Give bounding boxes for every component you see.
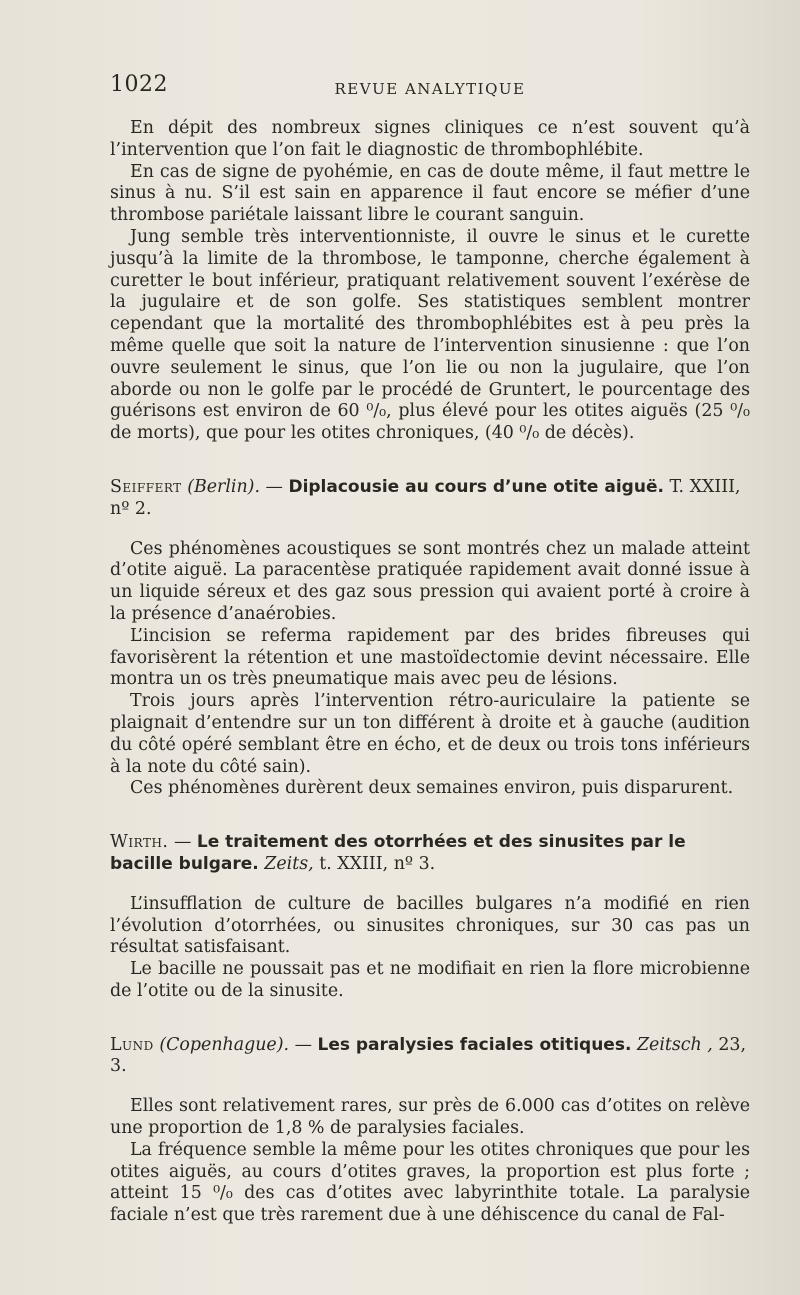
entry-author: Wirth.	[110, 832, 169, 853]
entry-author: Lund	[110, 1034, 154, 1055]
page-body	[110, 118, 750, 1227]
paragraph: Jung semble très interventionniste, il ouvre le sinus et le curette jusqu’à la limite de la thrombose, le tamponne, cherche également à curetter le bout inférieur, pratiquant relativement souvent l’exérèse de la jugulaire et de son golfe. Ses statistiques semblent montrer cependant que la mortalité des thrombophlébites est à peu près la même quelle que soit la nature de l’intervention sinusienne : que l’on ouvre seulement le sinus, que l’on lie ou non la jugulaire, que l’on aborde ou non le golfe par le procédé de Gruntert, le pourcentage des guérisons est environ de 60 ⁰/₀, plus élevé pour les otites aiguës (25 ⁰/₀ de morts), que pour les otites chroniques, (40 ⁰/₀ de décès).	[110, 226, 750, 444]
page-header	[110, 72, 750, 102]
entry-dash: —	[294, 1034, 312, 1055]
entry-title: Le traitement des otorrhées et des sinusites par le bacille bulgare.	[110, 832, 686, 874]
paragraph: Trois jours après l’intervention rétro-auriculaire la patiente se plaignait d’entendre sur un ton différent à droite et à gauche (audition du côté opéré semblant être en écho, et de deux ou trois tons inférieurs à la note du côté sain).	[110, 691, 750, 777]
paragraph: Le bacille ne poussait pas et ne modifiait en rien la flore microbienne de l’otite ou de la sinusite.	[110, 959, 750, 1001]
entry-dash: —	[265, 476, 283, 497]
paragraph: Ces phénomènes acoustiques se sont montrés chez un malade atteint d’otite aiguë. La paracentèse pratiquée rapidement avait donné issue à un liquide séreux et des gaz sous pression qui avaient porté à croire à la présence d’anaérobies.	[110, 538, 750, 624]
paragraph: L’insufflation de culture de bacilles bulgares n’a modifié en rien l’évolution d’otorrhées, ou sinusites chroniques, sur 30 cas pas un résultat satisfaisant.	[110, 893, 750, 958]
entry-reference: t. XXIII, nº 3.	[319, 853, 436, 874]
entry-journal: Zeits,	[264, 853, 314, 874]
entry-journal: Zeitsch ,	[636, 1034, 713, 1055]
paragraph: La fréquence semble la même pour les otites chroniques que pour les otites aiguës, au cours d’otites graves, la proportion est plus forte ; atteint 15 ⁰/₀ des cas d’otites avec labyrinthite totale. La paralysie faciale n’est que très rarement due à une déhiscence du canal de Fal-	[110, 1139, 750, 1226]
paragraph: En dépit des nombreux signes cliniques ce n’est souvent qu’à l’intervention que l’on fait le diagnostic de thrombophlébite.	[110, 118, 750, 160]
entry-heading	[110, 477, 750, 521]
entry-reference: 23, 3.	[110, 1034, 746, 1077]
page-number: 1022	[110, 72, 168, 97]
entry-city: (Copenhague).	[159, 1034, 290, 1055]
entry-author: Seiffert	[110, 476, 182, 497]
entry-dash: —	[173, 832, 192, 853]
entry-city: (Berlin).	[187, 476, 260, 497]
paragraph: Elles sont relativement rares, sur près de 6.000 cas d’otites on relève une proportion de 1,8 % de paralysies faciales.	[110, 1096, 750, 1139]
abstract-entry-wirth	[110, 832, 750, 1003]
entry-heading	[110, 1035, 750, 1079]
entry-heading	[110, 832, 750, 876]
paragraph: Ces phénomènes durèrent deux semaines environ, puis disparurent.	[130, 778, 734, 799]
entry-title: Les paralysies faciales otitiques.	[317, 1034, 632, 1055]
abstract-entry-lund	[110, 1035, 750, 1227]
paragraph: L’incision se referma rapidement par des brides fibreuses qui favorisèrent la rétention et une mastoïdectomie devint nécessaire. Elle montra un os très pneumatique mais avec peu de lésions.	[110, 625, 750, 690]
intro-section	[110, 118, 750, 445]
entry-reference: T. XXIII, nº 2.	[110, 476, 741, 519]
paragraph: En cas de signe de pyohémie, en cas de doute même, il faut mettre le sinus à nu. S’il est sain en apparence il faut encore se méfier d’une thrombose pariétale laissant libre le courant sanguin.	[110, 161, 750, 226]
abstract-entry-seiffert	[110, 477, 750, 800]
running-title: REVUE ANALYTIQUE	[334, 80, 526, 98]
entry-title: Diplacousie au cours d’une otite aiguë.	[288, 476, 664, 497]
